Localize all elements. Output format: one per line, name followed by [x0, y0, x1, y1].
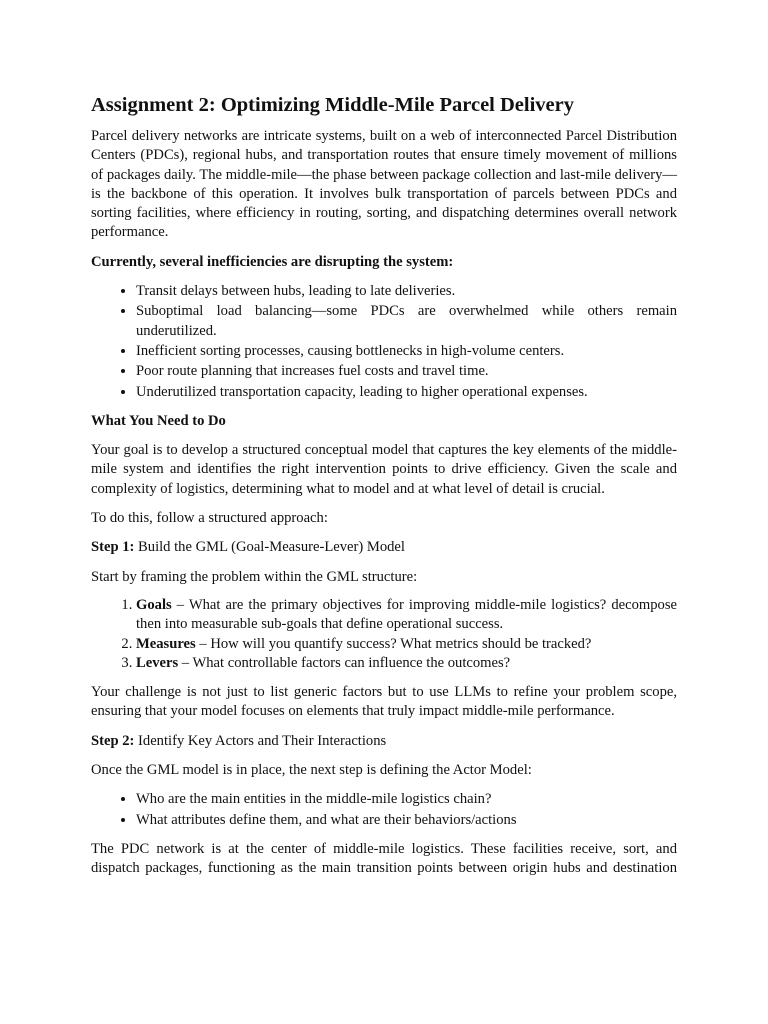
list-item: • Suboptimal load balancing—some PDCs are overwhelmed while others remain underutilized.	[136, 301, 677, 341]
document-page	[91, 92, 677, 889]
list-item: • What attributes define them, and what are their behaviors/actions	[136, 810, 677, 830]
inefficiencies-heading: Currently, several inefficiencies are disrupting the system:	[91, 253, 454, 270]
step2-text: Identify Key Actors and Their Interactions	[134, 732, 387, 749]
list-item: • Poor route planning that increases fuel costs and travel time.	[136, 361, 677, 381]
list-item: • Inefficient sorting processes, causing bottlenecks in high-volume centers.	[136, 341, 677, 361]
inefficiencies-list	[91, 281, 677, 402]
gml-intro: Start by framing the problem within the GML structure:	[91, 568, 418, 585]
gml-text: – How will you quantify success? What metrics should be tracked?	[195, 635, 592, 652]
intro-paragraph: Parcel delivery networks are intricate systems, built on a web of interconnected Parcel Distribution Centers (PDCs), regional hubs, and transportation routes that ensure timely movement of millions of packages daily. The middle-mile—the phase between package collection and last-mile delivery—is the backbone of this operation. It involves bulk transportation of parcels between PDCs and sorting facilities, where efficiency in routing, sorting, and dispatching determines overall network performance.	[91, 128, 677, 241]
step1-line	[91, 538, 677, 557]
list-item: • Who are the main entities in the middle-mile logistics chain?	[136, 789, 677, 809]
goal-paragraph: Your goal is to develop a structured conceptual model that captures the key elements of the middle-mile system and identifies the right intervention points to drive efficiency. Given the scale and complexity of logistics, determining what to model and at what level of detail is crucial.	[91, 442, 677, 497]
gml-item-levers	[136, 654, 677, 673]
pdc-paragraph: The PDC network is at the center of middle-mile logistics. These facilities receive, sort, and dispatch packages, functioning as the main transition points between origin hubs and destination	[91, 840, 677, 877]
list-item: • Transit delays between hubs, leading to late deliveries.	[136, 281, 677, 301]
step1-label: Step 1:	[91, 539, 135, 556]
list-item: • Underutilized transportation capacity, leading to higher operational expenses.	[136, 382, 677, 402]
challenge-paragraph: Your challenge is not just to list generic factors but to use LLMs to refine your problem scope, ensuring that your model focuses on elements that truly impact middle-mile performance.	[91, 684, 677, 720]
gml-term: Levers	[136, 654, 179, 671]
step2-line	[91, 732, 677, 751]
actor-questions-list	[91, 789, 677, 830]
gml-text: – What controllable factors can influence the outcomes?	[178, 654, 511, 671]
step2-label: Step 2:	[91, 732, 135, 749]
step1-text: Build the GML (Goal-Measure-Lever) Model	[134, 539, 405, 556]
gml-term: Measures	[136, 635, 196, 652]
gml-item-measures	[136, 635, 677, 654]
approach-line: To do this, follow a structured approach:	[91, 510, 328, 527]
actor-intro: Once the GML model is in place, the next step is defining the Actor Model:	[91, 762, 532, 779]
gml-list	[91, 596, 677, 673]
gml-item-goals	[136, 596, 677, 635]
document-title: Assignment 2: Optimizing Middle-Mile Parcel Delivery	[91, 94, 574, 116]
gml-text: – What are the primary objectives for improving middle-mile logistics? decompose then into measurable sub-goals that define operational success.	[136, 596, 677, 633]
what-to-do-heading: What You Need to Do	[91, 412, 226, 429]
gml-term: Goals	[136, 596, 172, 613]
